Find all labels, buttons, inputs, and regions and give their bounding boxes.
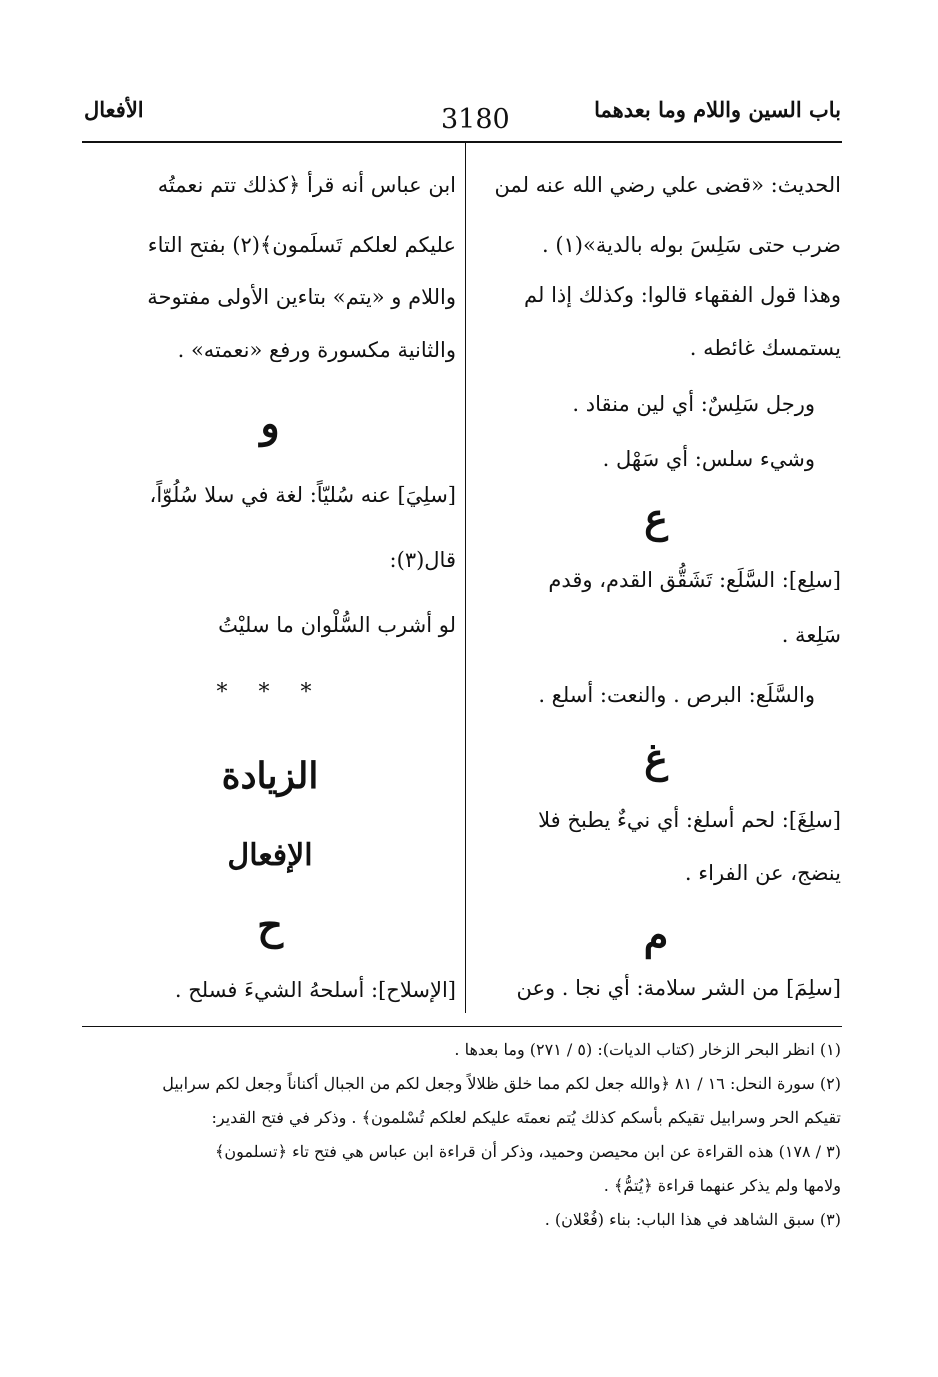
text-line: عليكم لعلكم تَسلَمون﴾(٢) بفتح التاء	[147, 233, 456, 257]
running-header-chapter: باب السين واللام وما بعدهما	[594, 97, 841, 122]
entry-line: سَلِعة .	[781, 623, 841, 647]
entry-line: [سلِغَ]: لحم أسلغ: أي نيءٌ يطبخ فلا	[538, 808, 841, 832]
section-title: الزيادة	[221, 755, 319, 797]
footnote: (٣ / ١٧٨) هذه القراءة عن ابن محيصن وحميد، وذكر أن قراءة ابن عباس هي فتح تاء ﴿تسلمون﴾	[214, 1142, 841, 1161]
entry-line: [سلِع]: السَّلَع: تَشَقُّق القدم، وقدم	[548, 568, 841, 592]
text-line: الحديث: «قضى علي رضي الله عنه لمن	[494, 173, 841, 197]
text-line: وشيء سلس: أي سَهْل .	[602, 447, 815, 471]
page-number: 3180	[441, 104, 510, 135]
letter-heading-ain: ع	[644, 495, 668, 542]
text-line: ابن عباس أنه قرأ ﴿كذلك تتم نعمتُه	[157, 173, 456, 197]
entry-line: [سلِيَ] عنه سُليّاً: لغة في سلا سُلُوّاً،	[149, 483, 456, 507]
text-line: وهذا قول الفقهاء قالوا: وكذلك إذا لم	[524, 283, 841, 307]
text-line: والثانية مكسورة ورفع «نعمته» .	[177, 338, 456, 362]
footnote-rule	[82, 1026, 842, 1027]
running-header-section: الأفعال	[84, 97, 144, 122]
text-line: ضرب حتى سَلِسَ بوله بالدية»(١) .	[541, 233, 841, 257]
entry-line: ينضج، عن الفراء .	[684, 861, 841, 885]
text-line: ورجل سَلِسٌ: أي لين منقاد .	[572, 392, 815, 416]
footnote: تقيكم الحر وسرابيل تقيكم بأسكم كذلك يُتم نعمتَه عليكم لعلكم تُسْلمون﴾ . وذكر في فتح القدير:	[211, 1108, 841, 1127]
verse-line: لو أشرب السُّلْوان ما سليْتُ	[218, 613, 456, 637]
footnote: (٢) سورة النحل: ١٦ / ٨١ ﴿والله جعل لكم مما خلق ظلالاً وجعل لكم من الجبال أكناناً وجعل لكم سرابيل	[162, 1074, 841, 1093]
text-line: واللام و «يتم» بتاءين الأولى مفتوحة	[147, 285, 456, 309]
letter-heading-ha: ح	[257, 902, 283, 949]
footnote: (٣) سبق الشاهد في هذا الباب: بناء (فُعْلان) .	[544, 1210, 841, 1229]
footnote: ولامها ولم يذكر عنهما قراءة ﴿يُتمُّ﴾ .	[603, 1176, 841, 1195]
column-divider	[465, 143, 466, 1013]
entry-line: [الإسلاح]: أسلحهُ الشيءَ فسلح .	[174, 978, 456, 1002]
subsection-title: الإفعال	[227, 838, 313, 873]
letter-heading-waw: و	[260, 400, 280, 447]
section-separator: * * *	[216, 680, 324, 705]
text-line: قال(٣):	[389, 548, 456, 572]
entry-line: والسَّلَع: البرص . والنعت: أسلع .	[538, 683, 815, 707]
entry-line: [سلِمَ] من الشر سلامة: أي نجا . وعن	[516, 976, 841, 1000]
letter-heading-ghain: غ	[644, 735, 668, 782]
letter-heading-mim: م	[643, 912, 669, 959]
header-rule	[82, 141, 842, 143]
text-line: يستمسك غائطه .	[689, 336, 841, 360]
footnote: (١) انظر البحر الزخار (كتاب الديات): (٥ / ٢٧١) وما بعدها .	[454, 1040, 841, 1059]
